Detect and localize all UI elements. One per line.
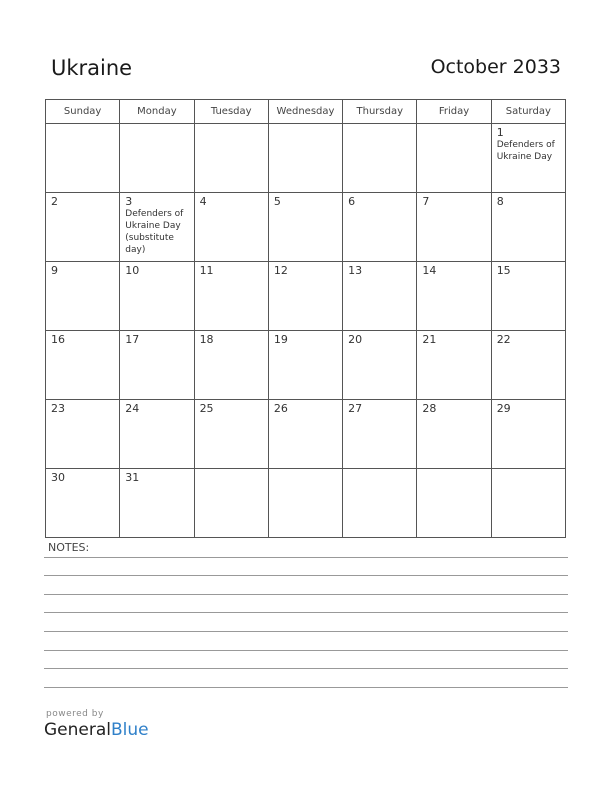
weekday-saturday: Saturday [491, 100, 565, 124]
calendar-week-row [46, 193, 566, 262]
calendar-day-cell[interactable] [194, 400, 268, 469]
holiday-event: Defenders of Ukraine Day (substitute day) [125, 209, 184, 255]
weekday-monday: Monday [120, 100, 194, 124]
calendar-day-cell[interactable] [120, 193, 194, 262]
calendar-day-cell[interactable] [46, 193, 120, 262]
day-number: 4 [199, 195, 207, 208]
day-number: 7 [422, 195, 430, 208]
calendar-country-title: Ukraine [51, 56, 133, 80]
brand-blue: Blue [111, 720, 149, 740]
note-line [44, 557, 568, 558]
calendar-day-cell[interactable] [194, 124, 268, 193]
note-line [44, 631, 568, 632]
calendar-day-cell[interactable] [491, 193, 565, 262]
calendar-day-cell[interactable] [120, 262, 194, 331]
calendar-day-cell[interactable] [46, 469, 120, 538]
calendar-day-cell[interactable] [417, 400, 491, 469]
calendar-day-cell[interactable] [491, 331, 565, 400]
calendar-day-cell[interactable] [46, 331, 120, 400]
weekday-thursday: Thursday [343, 100, 417, 124]
note-line [44, 687, 568, 688]
weekday-friday: Friday [417, 100, 491, 124]
calendar-day-cell[interactable] [194, 193, 268, 262]
brand-general: General [44, 720, 111, 740]
calendar-day-cell[interactable] [46, 400, 120, 469]
day-number: 10 [125, 264, 140, 277]
day-number: 18 [199, 333, 214, 346]
day-number: 31 [125, 471, 140, 484]
day-number: 28 [422, 402, 437, 415]
calendar-day-cell[interactable] [491, 124, 565, 193]
calendar-day-cell[interactable] [120, 400, 194, 469]
calendar-day-cell[interactable] [268, 469, 342, 538]
weekday-wednesday: Wednesday [268, 100, 342, 124]
calendar-day-cell[interactable] [417, 262, 491, 331]
calendar-day-cell[interactable] [268, 124, 342, 193]
day-number: 3 [125, 195, 133, 208]
holiday-event: Defenders of Ukraine Day [496, 140, 555, 162]
weekday-tuesday: Tuesday [194, 100, 268, 124]
day-number: 1 [496, 126, 504, 139]
calendar-day-cell[interactable] [343, 193, 417, 262]
day-number: 27 [348, 402, 363, 415]
calendar-week-row [46, 469, 566, 538]
day-number: 23 [51, 402, 65, 415]
day-number: 15 [496, 264, 511, 277]
calendar-month-title: October 2033 [430, 56, 561, 78]
powered-by-text: powered by [46, 709, 104, 719]
calendar-day-cell[interactable] [120, 124, 194, 193]
calendar-week-row [46, 124, 566, 193]
calendar-day-cell[interactable] [268, 400, 342, 469]
day-number: 20 [348, 333, 363, 346]
day-number: 16 [51, 333, 65, 346]
day-number: 6 [348, 195, 356, 208]
day-number: 22 [496, 333, 511, 346]
calendar-day-cell[interactable] [46, 262, 120, 331]
day-number: 30 [51, 471, 65, 484]
calendar-day-cell[interactable] [120, 469, 194, 538]
calendar-grid [45, 99, 566, 538]
note-line [44, 650, 568, 651]
day-number: 9 [51, 264, 58, 277]
day-number: 26 [273, 402, 288, 415]
note-line [44, 594, 568, 595]
calendar-day-cell[interactable] [268, 331, 342, 400]
calendar-day-cell[interactable] [491, 262, 565, 331]
day-number: 29 [496, 402, 511, 415]
day-number: 8 [496, 195, 504, 208]
day-number: 21 [422, 333, 437, 346]
calendar-day-cell[interactable] [491, 469, 565, 538]
calendar-day-cell[interactable] [194, 262, 268, 331]
day-number: 24 [125, 402, 140, 415]
calendar-week-row [46, 262, 566, 331]
calendar-day-cell[interactable] [46, 124, 120, 193]
day-number: 19 [273, 333, 288, 346]
note-line [44, 668, 568, 669]
notes-label: NOTES: [48, 541, 90, 554]
calendar-day-cell[interactable] [343, 469, 417, 538]
day-number: 13 [348, 264, 363, 277]
calendar-day-cell[interactable] [120, 331, 194, 400]
calendar-day-cell[interactable] [343, 331, 417, 400]
calendar-day-cell[interactable] [417, 469, 491, 538]
generalblue-logo[interactable] [44, 720, 149, 740]
weekday-header-row [46, 100, 566, 124]
weekday-sunday: Sunday [46, 100, 120, 124]
calendar-day-cell[interactable] [417, 331, 491, 400]
calendar-day-cell[interactable] [343, 124, 417, 193]
calendar-day-cell[interactable] [194, 469, 268, 538]
calendar-day-cell[interactable] [268, 193, 342, 262]
calendar-day-cell[interactable] [417, 124, 491, 193]
calendar-day-cell[interactable] [417, 193, 491, 262]
calendar-day-cell[interactable] [343, 262, 417, 331]
day-number: 25 [199, 402, 214, 415]
calendar-day-cell[interactable] [491, 400, 565, 469]
calendar-week-row [46, 400, 566, 469]
note-line [44, 575, 568, 576]
calendar-day-cell[interactable] [268, 262, 342, 331]
day-number: 5 [273, 195, 281, 208]
calendar-day-cell[interactable] [194, 331, 268, 400]
day-number: 2 [51, 195, 58, 208]
day-number: 17 [125, 333, 140, 346]
day-number: 11 [199, 264, 214, 277]
note-line [44, 612, 568, 613]
calendar-day-cell[interactable] [343, 400, 417, 469]
day-number: 14 [422, 264, 437, 277]
day-number: 12 [273, 264, 288, 277]
calendar-week-row [46, 331, 566, 400]
